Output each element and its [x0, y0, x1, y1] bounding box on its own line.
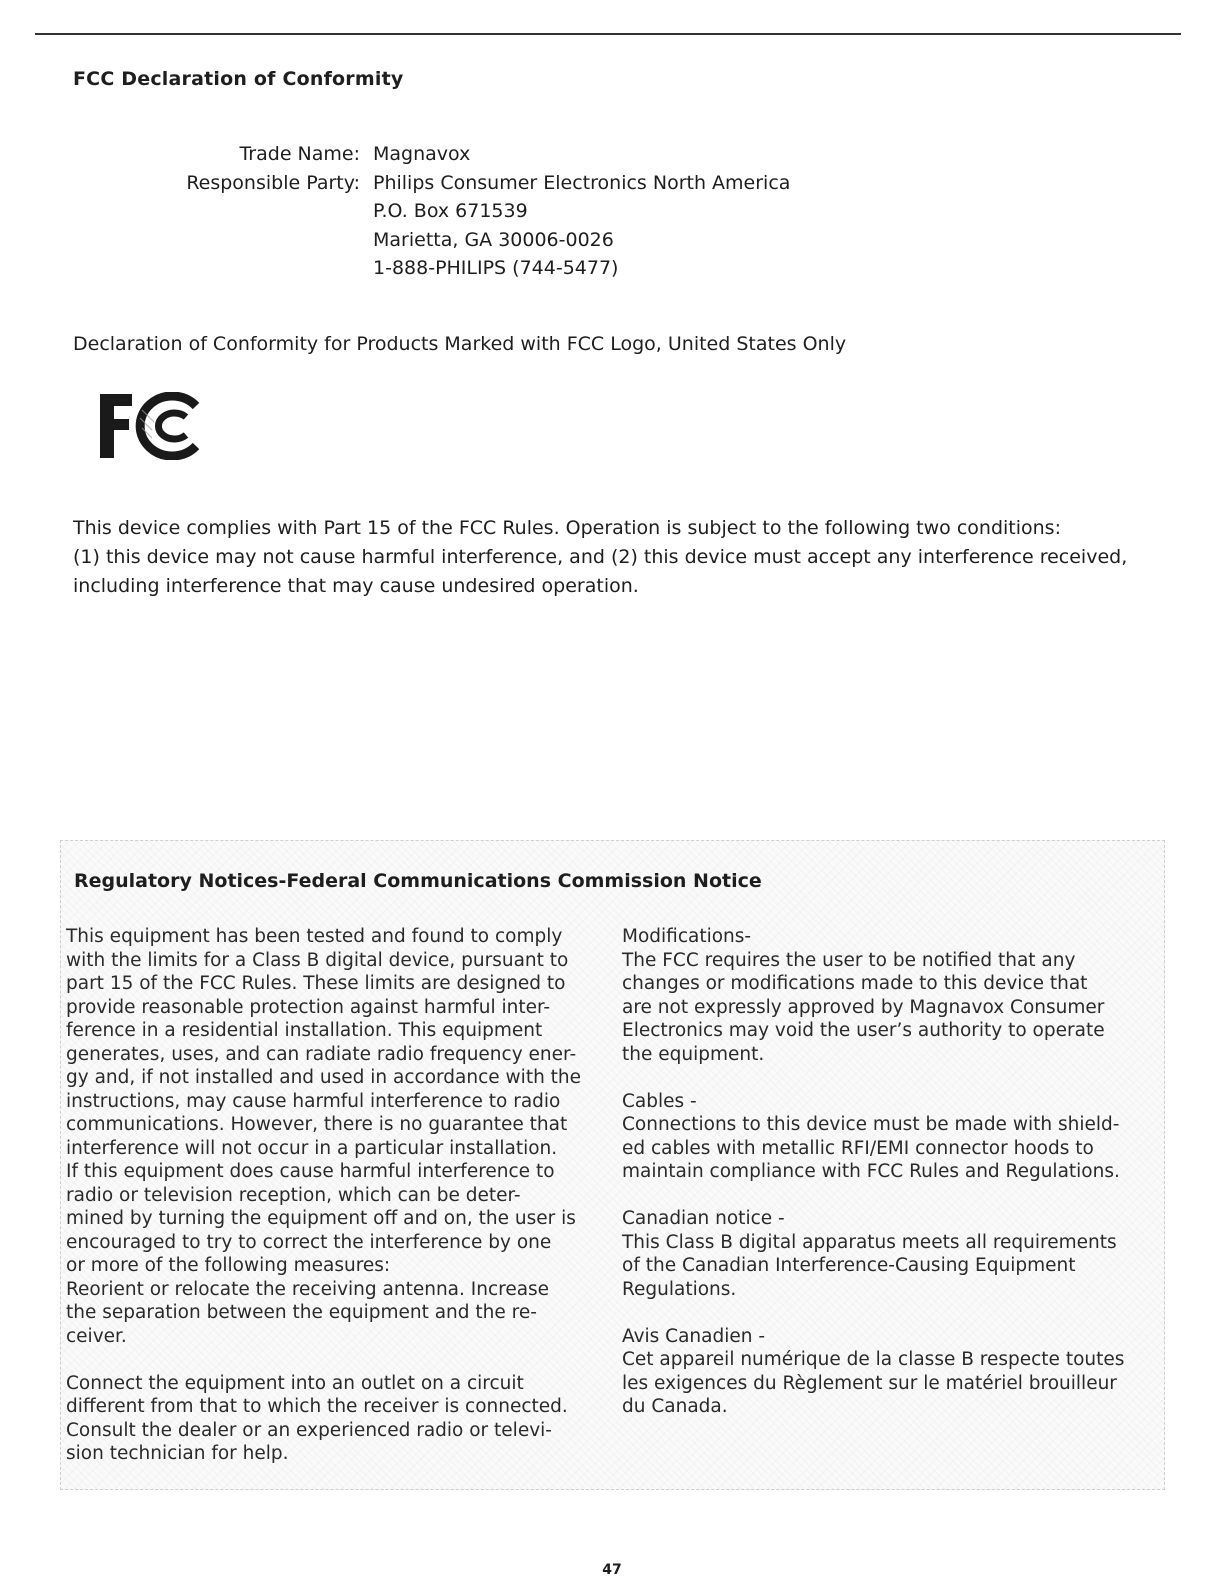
- notice-line: communications. However, there is no guarantee that: [66, 1114, 568, 1135]
- party-label: Trade Name:: [239, 143, 360, 165]
- notice-line: Consult the dealer or an experienced radio or televi-: [66, 1419, 552, 1441]
- notice-line: are not expressly approved by Magnavox Consumer: [622, 996, 1105, 1018]
- notice-title: Regulatory Notices-Federal Communications Commission Notice: [74, 870, 762, 892]
- notice-line: du Canada.: [622, 1396, 728, 1417]
- notice-line: mined by turning the equipment off and on, the user is: [66, 1208, 576, 1229]
- notice-line: Electronics may void the user’s authority to operate: [622, 1020, 1105, 1041]
- notice-line: les exigences du Règlement sur le matériel brouilleur: [622, 1372, 1117, 1394]
- notice-line: different from that to which the receiver is connected.: [66, 1396, 568, 1417]
- notice-line: Modifications-: [622, 926, 752, 947]
- paragraph-gap: [66, 1348, 601, 1372]
- notice-right-column: [622, 925, 1152, 1419]
- paragraph-gap: [622, 1184, 1152, 1208]
- notice-line: gy and, if not installed and used in accordance with the: [66, 1067, 582, 1088]
- notice-line: part 15 of the FCC Rules. These limits are designed to: [66, 973, 566, 994]
- notice-line: Avis Canadien -: [622, 1325, 766, 1347]
- notice-line: This equipment has been tested and found to comply: [66, 926, 563, 947]
- page-number: 47: [602, 1562, 622, 1578]
- compliance-paragraph: [73, 514, 1153, 601]
- compliance-line: This device complies with Part 15 of the FCC Rules. Operation is subject to the following two conditions:: [73, 517, 1061, 539]
- paragraph-gap: [622, 1066, 1152, 1090]
- notice-line: Cet appareil numérique de la classe B respecte toutes: [622, 1349, 1125, 1370]
- top-rule: [35, 33, 1181, 35]
- notice-line: encouraged to try to correct the interference by one: [66, 1231, 552, 1253]
- notice-line: or more of the following measures:: [66, 1255, 391, 1276]
- notice-line: instructions, may cause harmful interference to radio: [66, 1090, 561, 1112]
- compliance-line: (1) this device may not cause harmful interference, and (2) this device must accept any interference received,: [73, 546, 1128, 568]
- party-value: Marietta, GA 30006-0026: [373, 228, 614, 251]
- notice-line: with the limits for a Class B digital device, pursuant to: [66, 949, 569, 971]
- notice-line: The FCC requires the user to be notified that any: [622, 949, 1076, 971]
- notice-line: radio or television reception, which can be deter-: [66, 1184, 521, 1206]
- notice-line: generates, uses, and can radiate radio frequency ener-: [66, 1043, 577, 1065]
- party-value: 1-888-PHILIPS (744-5477): [373, 257, 619, 279]
- compliance-line: including interference that may cause undesired operation.: [73, 575, 639, 597]
- notice-line: ference in a residential installation. This equipment: [66, 1020, 543, 1041]
- notice-line: ceiver.: [66, 1325, 127, 1347]
- party-value: Magnavox: [373, 143, 471, 165]
- notice-line: changes or modifications made to this device that: [622, 973, 1088, 994]
- notice-line: If this equipment does cause harmful interference to: [66, 1161, 555, 1182]
- notice-line: sion technician for help.: [66, 1443, 289, 1464]
- notice-line: Canadian notice -: [622, 1208, 785, 1229]
- party-label: Responsible Party:: [186, 171, 360, 194]
- notice-line: Regulations.: [622, 1278, 737, 1300]
- notice-line: Connect the equipment into an outlet on a circuit: [66, 1372, 524, 1394]
- notice-line: ed cables with metallic RFI/EMI connector hoods to: [622, 1137, 1094, 1159]
- declaration-line: Declaration of Conformity for Products Marked with FCC Logo, United States Only: [73, 333, 847, 355]
- party-value: P.O. Box 671539: [373, 200, 528, 222]
- notice-line: Connections to this device must be made with shield-: [622, 1114, 1120, 1135]
- notice-line: the separation between the equipment and the re-: [66, 1302, 537, 1323]
- notice-line: maintain compliance with FCC Rules and Regulations.: [622, 1161, 1120, 1182]
- notice-line: This Class B digital apparatus meets all requirements: [622, 1231, 1117, 1253]
- party-value: Philips Consumer Electronics North America: [373, 171, 791, 194]
- notice-line: of the Canadian Interference-Causing Equipment: [622, 1255, 1076, 1276]
- paragraph-gap: [622, 1301, 1152, 1325]
- fcc-logo: [98, 392, 202, 460]
- notice-line: interference will not occur in a particular installation.: [66, 1137, 558, 1159]
- notice-line: Reorient or relocate the receiving antenna. Increase: [66, 1278, 550, 1300]
- notice-line: the equipment.: [622, 1043, 765, 1065]
- page-heading: FCC Declaration of Conformity: [73, 68, 404, 90]
- notice-line: provide reasonable protection against harmful inter-: [66, 996, 551, 1018]
- notice-line: Cables -: [622, 1090, 697, 1112]
- notice-left-column: [66, 925, 601, 1466]
